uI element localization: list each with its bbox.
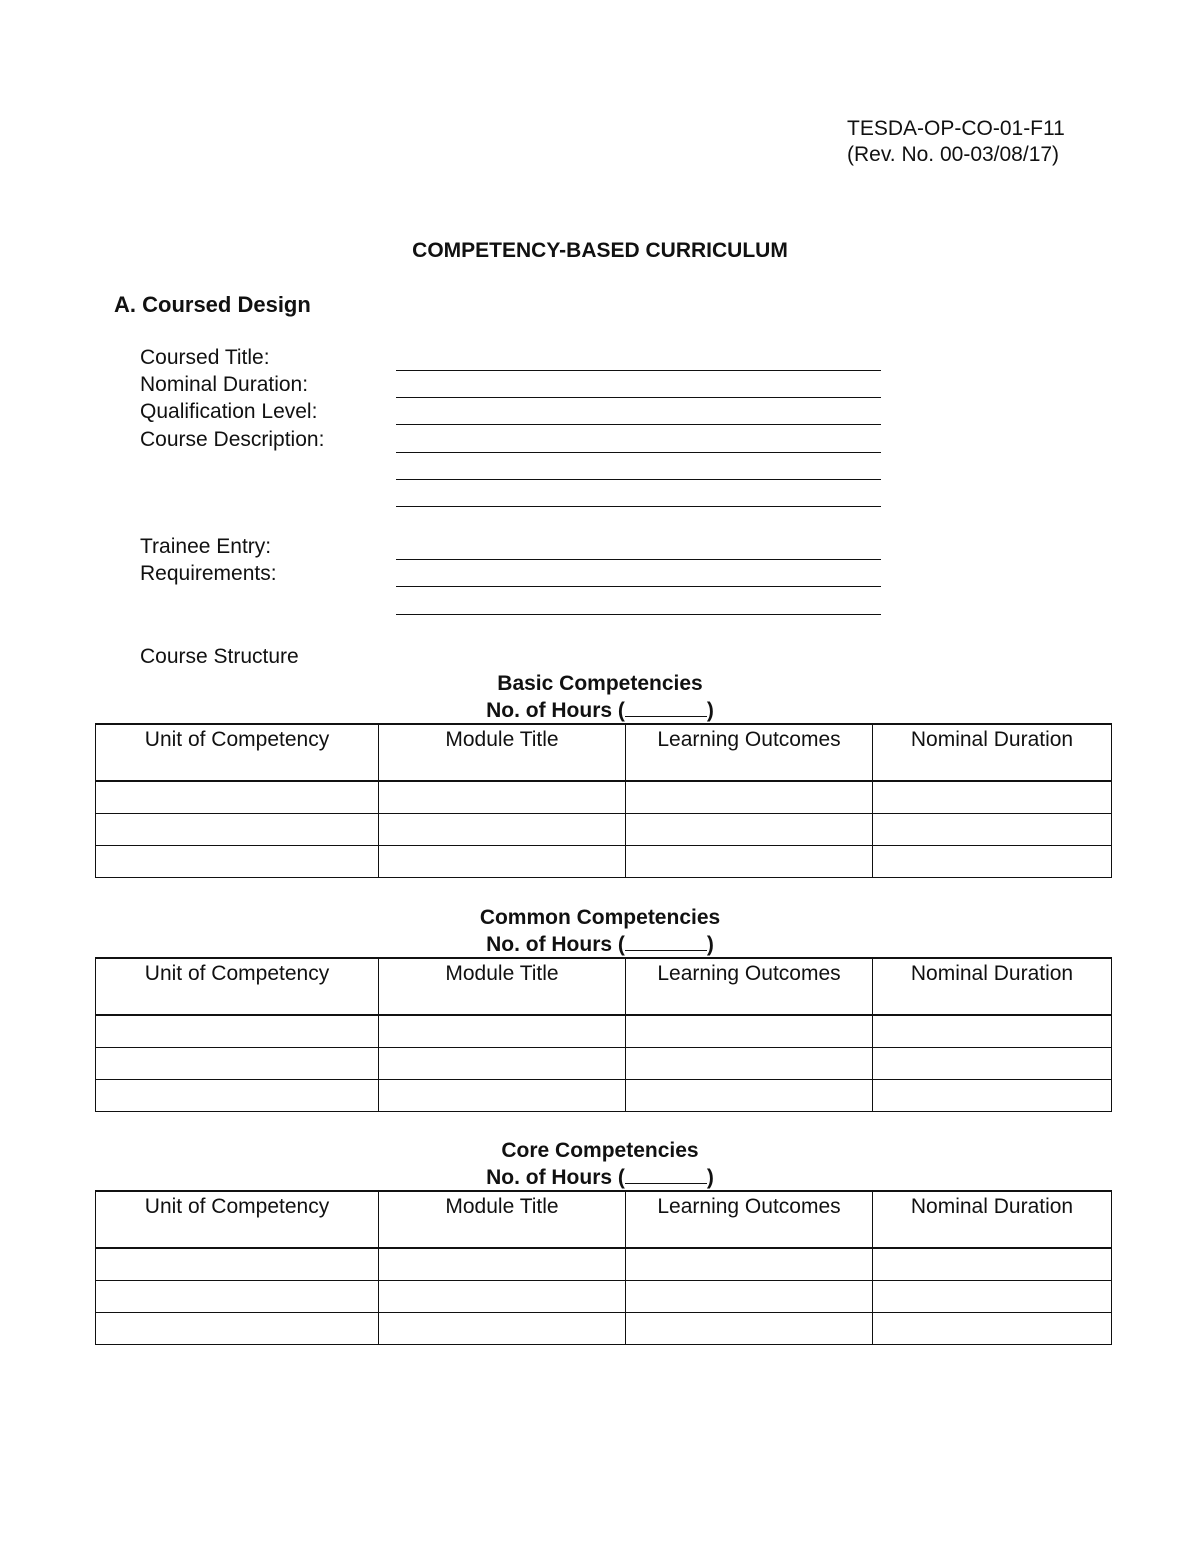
table-cell[interactable]	[873, 1080, 1112, 1112]
core-competencies-title: Core Competencies	[501, 1139, 699, 1162]
table-row	[96, 1080, 1112, 1112]
nominal-duration-label: Nominal Duration:	[140, 373, 309, 396]
core-competencies-table	[95, 1190, 1112, 1345]
course-description-blank-1[interactable]	[396, 452, 881, 453]
table-cell[interactable]	[96, 814, 379, 846]
common-hours-blank[interactable]	[625, 932, 707, 951]
table-cell[interactable]	[626, 1048, 873, 1080]
col-module-title: Module Title	[379, 724, 626, 781]
table-cell[interactable]	[626, 781, 873, 814]
basic-competencies-table	[95, 723, 1112, 878]
trainee-entry-label: Trainee Entry:	[140, 535, 272, 558]
table-cell[interactable]	[379, 1048, 626, 1080]
core-competencies-heading	[0, 1137, 1200, 1191]
common-hours-line: No. of Hours ( )	[486, 933, 714, 956]
table-cell[interactable]	[379, 814, 626, 846]
col-learning-outcomes: Learning Outcomes	[626, 1191, 873, 1248]
common-competencies-heading	[0, 904, 1200, 958]
table-cell[interactable]	[626, 1015, 873, 1048]
course-description-label: Course Description:	[140, 428, 325, 451]
coursed-title-blank[interactable]	[396, 370, 881, 371]
table-cell[interactable]	[873, 1048, 1112, 1080]
course-description-blank-3[interactable]	[396, 506, 881, 507]
trainee-entry-blank-3[interactable]	[396, 614, 881, 615]
table-cell[interactable]	[873, 781, 1112, 814]
table-row	[96, 846, 1112, 878]
col-nominal-duration: Nominal Duration	[873, 724, 1112, 781]
table-row	[96, 1281, 1112, 1313]
table-cell[interactable]	[626, 846, 873, 878]
table-cell[interactable]	[96, 1080, 379, 1112]
col-module-title: Module Title	[379, 958, 626, 1015]
table-cell[interactable]	[379, 1281, 626, 1313]
basic-hours-blank[interactable]	[625, 698, 707, 717]
basic-hours-line: No. of Hours ( )	[486, 699, 714, 722]
table-cell[interactable]	[96, 1313, 379, 1345]
basic-competencies-heading	[0, 670, 1200, 724]
common-competencies-table	[95, 957, 1112, 1112]
table-cell[interactable]	[873, 1015, 1112, 1048]
qualification-level-blank[interactable]	[396, 424, 881, 425]
table-cell[interactable]	[873, 814, 1112, 846]
revision-number: (Rev. No. 00-03/08/17)	[847, 143, 1060, 166]
core-hours-blank[interactable]	[625, 1165, 707, 1184]
table-row	[96, 1313, 1112, 1345]
col-module-title: Module Title	[379, 1191, 626, 1248]
table-row	[96, 1015, 1112, 1048]
table-cell[interactable]	[626, 1313, 873, 1345]
table-cell[interactable]	[626, 1248, 873, 1281]
course-description-blank-2[interactable]	[396, 479, 881, 480]
core-hours-line: No. of Hours ( )	[486, 1166, 714, 1189]
table-cell[interactable]	[379, 781, 626, 814]
table-cell[interactable]	[873, 1281, 1112, 1313]
table-cell[interactable]	[379, 1313, 626, 1345]
col-learning-outcomes: Learning Outcomes	[626, 724, 873, 781]
form-code: TESDA-OP-CO-01-F11	[847, 117, 1065, 140]
table-row	[96, 1048, 1112, 1080]
col-nominal-duration: Nominal Duration	[873, 958, 1112, 1015]
table-cell[interactable]	[96, 781, 379, 814]
section-heading: A. Coursed Design	[114, 292, 311, 317]
table-cell[interactable]	[873, 1248, 1112, 1281]
table-cell[interactable]	[379, 1015, 626, 1048]
col-unit-of-competency: Unit of Competency	[96, 1191, 379, 1248]
table-cell[interactable]	[873, 1313, 1112, 1345]
table-cell[interactable]	[96, 1015, 379, 1048]
table-cell[interactable]	[379, 1248, 626, 1281]
table-cell[interactable]	[379, 1080, 626, 1112]
qualification-level-label: Qualification Level:	[140, 400, 318, 423]
document-reference	[847, 116, 1065, 168]
col-unit-of-competency: Unit of Competency	[96, 724, 379, 781]
coursed-title-label: Coursed Title:	[140, 346, 270, 369]
col-nominal-duration: Nominal Duration	[873, 1191, 1112, 1248]
table-cell[interactable]	[96, 1048, 379, 1080]
trainee-entry-blank-1[interactable]	[396, 559, 881, 560]
table-cell[interactable]	[96, 1281, 379, 1313]
basic-competencies-title: Basic Competencies	[497, 672, 703, 695]
table-cell[interactable]	[96, 846, 379, 878]
col-unit-of-competency: Unit of Competency	[96, 958, 379, 1015]
table-cell[interactable]	[96, 1248, 379, 1281]
nominal-duration-blank[interactable]	[396, 397, 881, 398]
table-row	[96, 781, 1112, 814]
page-title: COMPETENCY-BASED CURRICULUM	[412, 239, 788, 262]
table-cell[interactable]	[626, 1281, 873, 1313]
table-cell[interactable]	[626, 1080, 873, 1112]
table-cell[interactable]	[873, 846, 1112, 878]
table-cell[interactable]	[379, 846, 626, 878]
table-row	[96, 814, 1112, 846]
common-competencies-title: Common Competencies	[479, 906, 721, 929]
trainee-entry-blank-2[interactable]	[396, 586, 881, 587]
course-structure-label: Course Structure	[140, 645, 299, 668]
col-learning-outcomes: Learning Outcomes	[626, 958, 873, 1015]
table-row	[96, 1248, 1112, 1281]
table-cell[interactable]	[626, 814, 873, 846]
requirements-label: Requirements:	[140, 562, 277, 585]
